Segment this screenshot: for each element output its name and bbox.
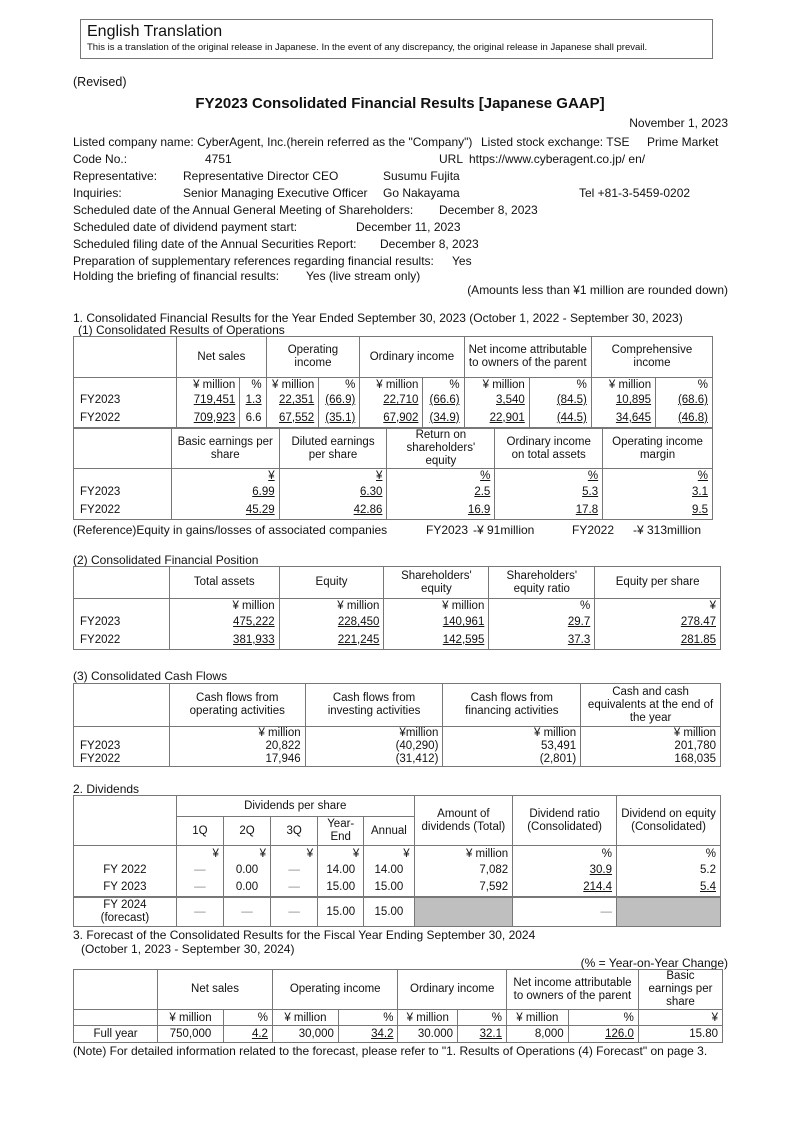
cashflow-table: Cash flows from operating activities Cash flows from investing activities Cash flows from financing activities Cash and cash equivalents at the end of the year ¥ million ¥million ¥ million ¥ million FY2023 20,822 (40,290) 53,491 201,780 FY2022 17,946 (31,412) (2,801) 168,035 <box>73 683 721 767</box>
col-diluted-eps: Diluted earnings per share <box>279 429 387 469</box>
col-operating-income: Operating income <box>272 970 398 1010</box>
shaded-cell <box>414 897 513 927</box>
col-dividend-on-equity: Dividend on equity (Consolidated) <box>617 796 721 846</box>
unit: ¥ million <box>464 378 529 392</box>
table-row: FY2022 45.29 42.86 16.9 17.8 9.5 <box>74 501 713 520</box>
unit: % <box>251 378 262 391</box>
col-cash-end: Cash and cash equivalents at the end of the year <box>581 684 721 727</box>
col-1q: 1Q <box>176 817 223 846</box>
inquiries-label: Inquiries: <box>73 186 122 200</box>
agm-label: Scheduled date of the Annual General Meeting of Shareholders: <box>73 203 414 217</box>
representative-line <box>73 169 733 183</box>
url-link[interactable]: https://www.cyberagent.co.jp/ en/ <box>469 152 646 166</box>
reference-fy2022-value: -¥ 313million <box>633 523 702 537</box>
url-label: URL <box>439 152 464 166</box>
col-net-income: Net income attributable to owners of the parent <box>464 337 591 378</box>
translation-note: This is a translation of the original release in Japanese. In the event of any discrepancy, the original release in Japanese shall prevail. <box>87 42 648 53</box>
col-total-assets: Total assets <box>169 567 279 599</box>
market: Prime Market <box>647 135 719 149</box>
yoy-note: (% = Year-on-Year Change) <box>580 956 728 970</box>
dividend-date-label: Scheduled date of dividend payment start: <box>73 220 298 234</box>
col-basic-eps: Basic earnings per share <box>638 970 722 1010</box>
dividend-date-line <box>73 220 733 234</box>
col-2q: 2Q <box>223 817 270 846</box>
section1-title: 1. Consolidated Financial Results for the Year Ended September 30, 2023 (October 1, 2022 - September 30, 2023) <box>73 311 683 325</box>
dividends-title: 2. Dividends <box>73 782 140 796</box>
col-equity: Equity <box>279 567 384 599</box>
table-row: FY2023 20,822 (40,290) 53,491 201,780 <box>74 740 721 753</box>
forecast-note: (Note) For detailed information related to the forecast, please refer to "1. Results of Operations (4) Forecast" on page 3. <box>73 1044 708 1058</box>
inquiries-title: Senior Managing Executive Officer <box>183 186 368 200</box>
forecast-table: Net sales Operating income Ordinary income Net income attributable to owners of the parent Basic earnings per share ¥ million % ¥ million % ¥ million % ¥ million % ¥ Full year 750,000 4.2 30,000 34.2 30.000 32.1 8,000 126.0 15.80 <box>73 969 723 1043</box>
tel: Tel +81-3-5459-0202 <box>579 186 691 200</box>
operations-table <box>73 336 713 428</box>
unit: ¥ million <box>591 378 655 392</box>
col-ordinary-income: Ordinary income <box>398 970 507 1010</box>
col-equity-per-share: Equity per share <box>595 567 721 599</box>
inquiries-name: Go Nakayama <box>383 186 460 200</box>
code-label: Code No.: <box>73 152 128 166</box>
col-investing-cf: Cash flows from investing activities <box>305 684 443 727</box>
unit: ¥ million <box>177 378 240 392</box>
inquiries-line <box>73 186 733 200</box>
table-row: FY2023 719,451 1.3 22,351 (66.9) 22,710 (66.6) 3,540 (84.5) 10,895 (68.6) <box>74 392 713 409</box>
translation-notice-box <box>80 19 713 59</box>
unit: ¥ million <box>360 378 423 392</box>
shaded-cell <box>617 897 721 927</box>
unit: % <box>449 378 460 391</box>
unit: % <box>656 378 713 392</box>
table-row: FY 2022 — 0.00 — 14.00 14.00 7,082 30.9 5.2 <box>74 862 721 879</box>
table-row: FY2022 17,946 (31,412) (2,801) 168,035 <box>74 753 721 767</box>
filing-line <box>73 237 733 251</box>
page-title: FY2023 Consolidated Financial Results [Japanese GAAP] <box>195 95 605 112</box>
translation-title: English Translation <box>87 23 223 40</box>
col-dividends-per-share: Dividends per share <box>176 796 414 817</box>
forecast-title: 3. Forecast of the Consolidated Results for the Fiscal Year Ending September 30, 2024 <box>73 928 536 942</box>
col-comprehensive-income: Comprehensive income <box>591 337 712 378</box>
code-line <box>73 152 733 166</box>
col-dividend-ratio: Dividend ratio (Consolidated) <box>513 796 617 846</box>
table-row: FY2022 381,933 221,245 142,595 37.3 281.85 <box>74 631 721 650</box>
briefing-line <box>73 269 733 283</box>
filing-date: December 8, 2023 <box>380 237 479 251</box>
table-row: FY2023 6.99 6.30 2.5 5.3 3.1 <box>74 483 713 501</box>
cashflow-title: (3) Consolidated Cash Flows <box>73 669 228 683</box>
table-row: Full year 750,000 4.2 30,000 34.2 30.000 32.1 8,000 126.0 15.80 <box>74 1026 723 1043</box>
supplementary-line <box>73 254 733 268</box>
col-operating-income: Operating income <box>266 337 360 378</box>
representative-title: Representative Director CEO <box>183 169 339 183</box>
financial-position-table: Total assets Equity Shareholders' equity Shareholders' equity ratio Equity per share ¥ million ¥ million ¥ million % ¥ FY2023 475,222 228,450 140,961 29.7 278.47 FY2022 381,933 221,245 142,595 37.3 281.85 <box>73 566 721 650</box>
table-row: FY 2023 — 0.00 — 15.00 15.00 7,592 214.4 5.4 <box>74 879 721 897</box>
col-roe: Return on shareholders' equity <box>387 429 495 469</box>
col-ordinary-income: Ordinary income <box>360 337 464 378</box>
col-shareholders-equity: Shareholders' equity <box>384 567 489 599</box>
ratios-table: Basic earnings per share Diluted earnings per share Return on shareholders' equity Ordinary income on total assets Operating income margin ¥ ¥ % % % FY2023 6.99 6.30 2.5 5.3 3.1 FY2022 45.29 42.86 16.9 17.8 9.5 <box>73 428 713 520</box>
col-annual: Annual <box>364 817 414 846</box>
reference-line: (Reference)Equity in gains/losses of associated companies FY2023 -¥ 91million FY2022 -¥ 313million <box>73 523 702 537</box>
rounding-note: (Amounts less than ¥1 million are rounded down) <box>467 283 728 297</box>
unit: ¥ million <box>266 378 319 392</box>
release-date: November 1, 2023 <box>629 116 728 130</box>
agm-date: December 8, 2023 <box>439 203 538 217</box>
supplementary-label: Preparation of supplementary references regarding financial results: <box>73 254 434 268</box>
table-row: FY2023 475,222 228,450 140,961 29.7 278.47 <box>74 614 721 631</box>
stock-exchange: Listed stock exchange: TSE <box>481 135 630 149</box>
col-net-income: Net income attributable to owners of the parent <box>506 970 638 1010</box>
col-net-sales: Net sales <box>158 970 273 1010</box>
table-row: FY2022 709,923 6.6 67,552 (35.1) 67,902 (34.9) 22,901 (44.5) 34,645 (46.8) <box>74 409 713 428</box>
col-operating-margin: Operating income margin <box>603 429 713 469</box>
forecast-row: FY 2024 (forecast) — — — 15.00 15.00 — <box>74 897 721 927</box>
col-year-end: Year-End <box>318 817 364 846</box>
col-operating-cf: Cash flows from operating activities <box>169 684 305 727</box>
col-equity-ratio: Shareholders' equity ratio <box>489 567 595 599</box>
col-ordinary-income-on-assets: Ordinary income on total assets <box>495 429 603 469</box>
supplementary-value: Yes <box>452 254 472 268</box>
reference-fy2023-value: -¥ 91million <box>473 523 535 537</box>
briefing-value: Yes (live stream only) <box>306 269 421 283</box>
dividend-date: December 11, 2023 <box>356 220 461 234</box>
col-net-sales: Net sales <box>177 337 266 378</box>
col-basic-eps: Basic earnings per share <box>171 429 279 469</box>
col-amount-of-dividends: Amount of dividends (Total) <box>414 796 513 846</box>
agm-line <box>73 203 733 217</box>
representative-label: Representative: <box>73 169 158 183</box>
filing-label: Scheduled filing date of the Annual Securities Report: <box>73 237 357 251</box>
briefing-label: Holding the briefing of financial results: <box>73 269 280 283</box>
unit: % <box>345 378 356 391</box>
company-name: Listed company name: CyberAgent, Inc.(herein referred as the "Company") <box>73 135 473 149</box>
section1-subtitle: (1) Consolidated Results of Operations <box>78 323 285 337</box>
revised-label: (Revised) <box>73 75 127 89</box>
unit: % <box>576 378 587 391</box>
code-value: 4751 <box>205 152 232 166</box>
position-title: (2) Consolidated Financial Position <box>73 553 259 567</box>
dividends-table: Dividends per share Amount of dividends (Total) Dividend ratio (Consolidated) Dividend on equity (Consolidated) 1Q 2Q 3Q Year-End Annual ¥ ¥ ¥ ¥ ¥ ¥ million % % FY 2022 — 0.00 — 14.00 14.00 7,082 30.9 5.2 FY 2023 — 0.00 — 15.00 15.00 7,592 214.4 5.4 FY 2024 (forecast) — — — 15.00 15.00 — <box>73 795 721 927</box>
forecast-period: (October 1, 2023 - September 30, 2024) <box>81 942 295 956</box>
representative-name: Susumu Fujita <box>383 169 460 183</box>
company-line <box>73 135 733 149</box>
col-3q: 3Q <box>271 817 318 846</box>
reference-label: (Reference)Equity in gains/losses of associated companies <box>73 523 388 537</box>
col-financing-cf: Cash flows from financing activities <box>443 684 581 727</box>
